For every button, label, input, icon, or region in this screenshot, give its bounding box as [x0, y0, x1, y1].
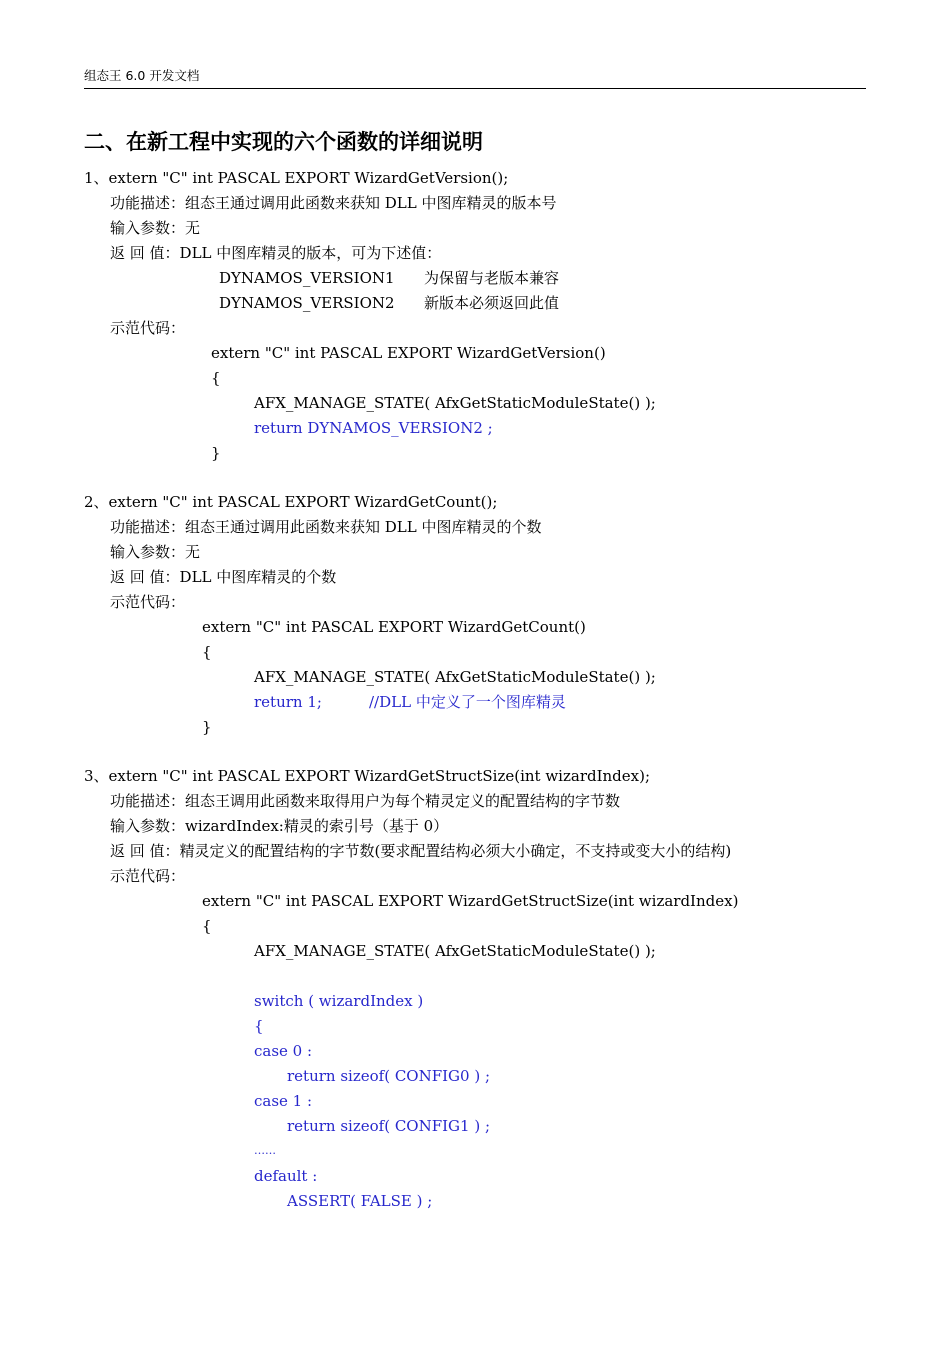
- item2-sample-label: 示范代码：: [110, 593, 186, 611]
- item1-value-name: DYNAMOS_VERSION2: [219, 294, 395, 312]
- item1-code-close-brace: }: [211, 444, 221, 462]
- item3-description: 功能描述：组态王调用此函数来取得用户为每个精灵定义的配置结构的字节数: [110, 792, 621, 810]
- item2-description: 功能描述：组态王通过调用此函数来获知 DLL 中图库精灵的个数: [110, 518, 542, 536]
- item1-return: 返 回 值：DLL 中图库精灵的版本，可为下述值：: [110, 244, 442, 262]
- item3-code-case: case 1 :: [254, 1092, 313, 1110]
- item2-code-close-brace: }: [202, 718, 212, 736]
- item2-code-comment: //DLL 中定义了一个图库精灵: [369, 693, 566, 711]
- item3-code-signature: extern "C" int PASCAL EXPORT WizardGetStructSize(int wizardIndex): [202, 892, 739, 910]
- item1-value-name: DYNAMOS_VERSION1: [219, 269, 395, 287]
- item2-code-open-brace: {: [202, 643, 212, 661]
- item1-code-line: AFX_MANAGE_STATE( AfxGetStaticModuleState() );: [254, 394, 656, 412]
- item3-code-ellipsis: ……: [254, 1144, 276, 1157]
- item3-code-switch: switch ( wizardIndex ): [254, 992, 424, 1010]
- item3-sample-label: 示范代码：: [110, 867, 186, 885]
- item1-code-return: return DYNAMOS_VERSION2 ;: [254, 419, 493, 437]
- item3-code-default: default :: [254, 1167, 318, 1185]
- item3-code-return: return sizeof( CONFIG1 ) ;: [287, 1117, 491, 1135]
- item1-code-signature: extern "C" int PASCAL EXPORT WizardGetVersion(): [211, 344, 606, 362]
- item1-value-note: 为保留与老版本兼容: [424, 269, 560, 287]
- item2-signature: 2、extern "C" int PASCAL EXPORT WizardGetCount();: [84, 493, 498, 511]
- item1-sample-label: 示范代码：: [110, 319, 186, 337]
- item3-return: 返 回 值：精灵定义的配置结构的字节数(要求配置结构必须大小确定，不支持或变大小的结构): [110, 842, 732, 860]
- item3-input: 输入参数：wizardIndex:精灵的索引号（基于 0）: [110, 817, 449, 835]
- item2-code-signature: extern "C" int PASCAL EXPORT WizardGetCount(): [202, 618, 586, 636]
- header-rule: [84, 88, 866, 89]
- item3-code-brace: {: [254, 1017, 264, 1035]
- item1-input: 输入参数：无: [110, 219, 201, 237]
- section-title: 二、在新工程中实现的六个函数的详细说明: [84, 130, 483, 154]
- item1-signature: 1、extern "C" int PASCAL EXPORT WizardGetVersion();: [84, 169, 509, 187]
- item3-signature: 3、extern "C" int PASCAL EXPORT WizardGetStructSize(int wizardIndex);: [84, 767, 651, 785]
- item1-value-note: 新版本必须返回此值: [424, 294, 560, 312]
- item3-code-return: return sizeof( CONFIG0 ) ;: [287, 1067, 491, 1085]
- item2-input: 输入参数：无: [110, 543, 201, 561]
- item3-code-open-brace: {: [202, 917, 212, 935]
- item2-code-return: return 1;: [254, 693, 322, 711]
- item2-code-line: AFX_MANAGE_STATE( AfxGetStaticModuleState() );: [254, 668, 656, 686]
- item3-code-case: case 0 :: [254, 1042, 313, 1060]
- item3-code-line: AFX_MANAGE_STATE( AfxGetStaticModuleState() );: [254, 942, 656, 960]
- item1-code-open-brace: {: [211, 369, 221, 387]
- item3-code-assert: ASSERT( FALSE ) ;: [287, 1192, 433, 1210]
- item1-description: 功能描述：组态王通过调用此函数来获知 DLL 中图库精灵的版本号: [110, 194, 557, 212]
- item2-return: 返 回 值：DLL 中图库精灵的个数: [110, 568, 337, 586]
- page-header: 组态王 6.0 开发文档: [84, 68, 200, 83]
